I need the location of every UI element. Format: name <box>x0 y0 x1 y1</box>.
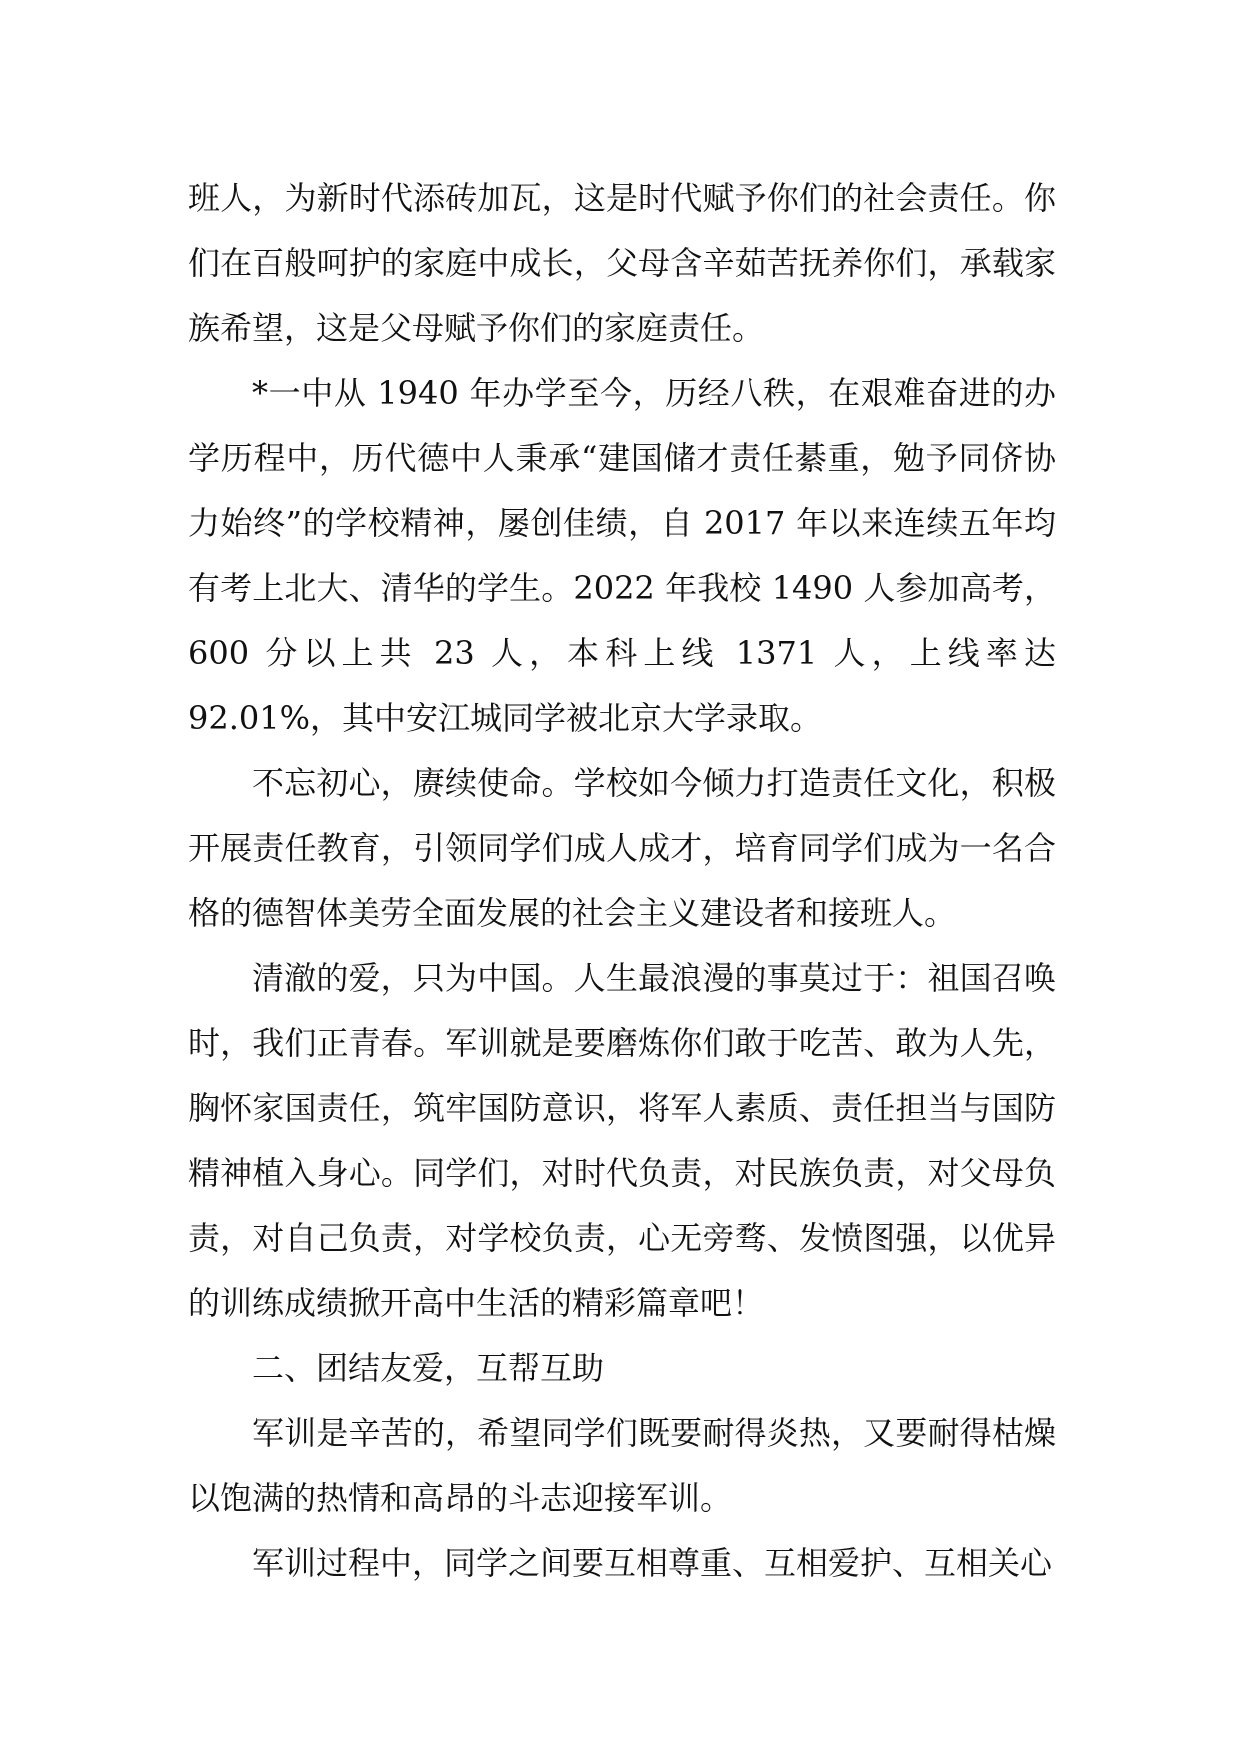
section-heading: 二、团结友爱，互帮互助 <box>252 1349 605 1387</box>
paragraph-6: 军训过程中，同学之间要互相尊重、互相爱护、互相关心 <box>252 1544 1053 1582</box>
paragraph-2: *一中从 1940 年办学至今，历经八秩，在艰难奋进的办学历程中，历代德中人秉承“建国储才责任綦重，勉予同侪协力始终”的学校精神，屡创佳绩，自 2017 年以来连续五年均有考上北大、清华的学生。2022 年我校 1490 人参加高考，600 分以上共 23 人，本科上线 1371 人，上线率达 92.01%，其中安江城同学被北京大学录取。 <box>188 374 1056 737</box>
document-body <box>188 166 1056 1596</box>
paragraph-4: 清澈的爱，只为中国。人生最浪漫的事莫过于：祖国召唤时，我们正青春。军训就是要磨炼你们敢于吃苦、敢为人先，胸怀家国责任，筑牢国防意识，将军人素质、责任担当与国防精神植入身心。同学们，对时代负责，对民族负责，对父母负责，对自己负责，对学校负责，心无旁骛、发愤图强，以优异的训练成绩掀开高中生活的精彩篇章吧！ <box>188 959 1056 1322</box>
paragraph-3: 不忘初心，赓续使命。学校如今倾力打造责任文化，积极开展责任教育，引领同学们成人成才，培育同学们成为一名合格的德智体美劳全面发展的社会主义建设者和接班人。 <box>188 764 1056 932</box>
paragraph-1: 班人，为新时代添砖加瓦，这是时代赋予你们的社会责任。你们在百般呵护的家庭中成长，父母含辛茹苦抚养你们，承载家族希望，这是父母赋予你们的家庭责任。 <box>188 179 1056 347</box>
paragraph-5: 军训是辛苦的，希望同学们既要耐得炎热，又要耐得枯燥以饱满的热情和高昂的斗志迎接军训。 <box>188 1414 1056 1517</box>
